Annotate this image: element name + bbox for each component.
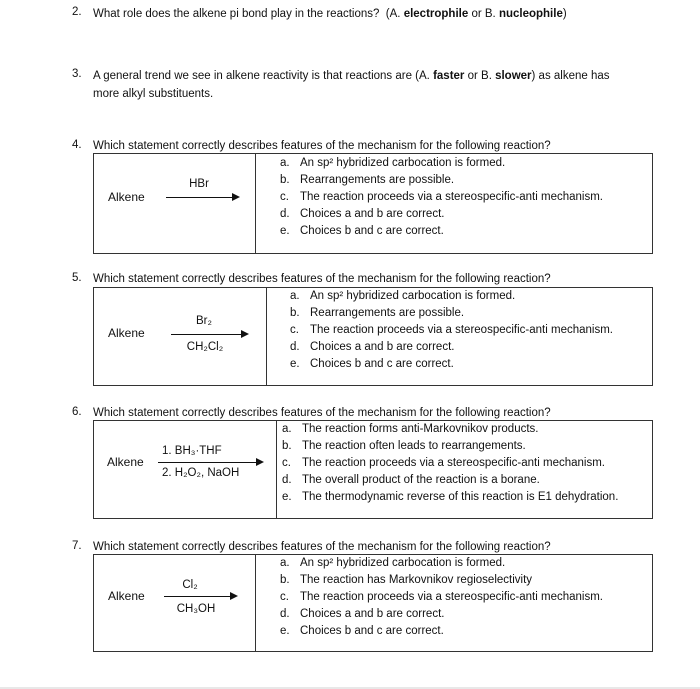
reaction-box xyxy=(93,153,653,254)
box-divider xyxy=(266,288,267,385)
option-d[interactable]: d. Choices a and b are correct. xyxy=(290,341,455,353)
reactant: Alkene xyxy=(108,326,145,340)
question-number: 6. xyxy=(72,406,82,418)
reaction-box xyxy=(93,420,653,519)
options-list xyxy=(280,155,603,240)
option-a[interactable]: a. An sp² hybridized carbocation is formed. xyxy=(280,557,506,569)
answer-choice-b[interactable]: nucleophile xyxy=(498,8,563,20)
option-b[interactable]: b. The reaction has Markovnikov regioselectivity xyxy=(280,574,533,586)
question-prompt: Which statement correctly describes features of the mechanism for the following reaction? xyxy=(93,273,551,285)
box-divider xyxy=(255,555,256,651)
options-list xyxy=(280,555,603,640)
question-number: 7. xyxy=(72,540,82,552)
options-list xyxy=(290,288,613,373)
question-text-line2: more alkyl substituents. xyxy=(93,88,214,100)
option-b[interactable]: b. Rearrangements are possible. xyxy=(290,307,465,319)
option-a[interactable]: a. The reaction forms anti-Markovnikov products. xyxy=(282,423,539,435)
box-divider xyxy=(255,154,256,253)
question-prompt: Which statement correctly describes features of the mechanism for the following reaction? xyxy=(93,407,551,419)
reactant: Alkene xyxy=(108,589,145,603)
question-number: 3. xyxy=(72,68,82,80)
answer-choice-a[interactable]: electrophile xyxy=(403,8,469,20)
options-list xyxy=(282,421,618,506)
option-e[interactable]: e. The thermodynamic reverse of this reaction is E1 dehydration. xyxy=(282,491,619,503)
option-a[interactable]: a. An sp² hybridized carbocation is formed. xyxy=(290,290,516,302)
reagent-top: Br₂ xyxy=(196,315,212,327)
option-e[interactable]: e. Choices b and c are correct. xyxy=(280,225,444,237)
reactant: Alkene xyxy=(107,455,144,469)
reagent-bottom: CH₂Cl₂ xyxy=(186,341,224,353)
reaction-arrow xyxy=(164,596,236,597)
reagent-top: Cl₂ xyxy=(182,579,198,591)
reaction-box xyxy=(93,554,653,652)
option-d[interactable]: d. The overall product of the reaction is a borane. xyxy=(282,474,540,486)
box-divider xyxy=(276,421,277,518)
reaction-box xyxy=(93,287,653,386)
reagent-top: 1. BH₃·THF xyxy=(162,445,222,457)
question-text: A general trend we see in alkene reactivity is that reactions are (A. faster or B. slower) as alkene has xyxy=(93,70,610,82)
reaction-arrow xyxy=(158,462,262,463)
option-c[interactable]: c. The reaction proceeds via a stereospecific-anti mechanism. xyxy=(280,191,603,203)
question-number: 5. xyxy=(72,272,82,284)
reaction-arrow xyxy=(166,197,238,198)
option-a[interactable]: a. An sp² hybridized carbocation is formed. xyxy=(280,157,506,169)
answer-choice-b[interactable]: slower xyxy=(495,70,532,82)
option-b[interactable]: b. Rearrangements are possible. xyxy=(280,174,455,186)
question-text: What role does the alkene pi bond play in the reactions? (A. electrophile or B. nucleophile) xyxy=(93,8,567,20)
reagent-bottom: CH₃OH xyxy=(176,603,216,615)
option-c[interactable]: c. The reaction proceeds via a stereospecific-anti mechanism. xyxy=(280,591,603,603)
reagent-bottom: 2. H₂O₂, NaOH xyxy=(162,467,240,479)
question-number: 4. xyxy=(72,139,82,151)
option-e[interactable]: e. Choices b and c are correct. xyxy=(280,625,444,637)
reaction-arrow xyxy=(171,334,247,335)
reactant: Alkene xyxy=(108,190,145,204)
option-c[interactable]: c. The reaction proceeds via a stereospecific-anti mechanism. xyxy=(290,324,613,336)
option-d[interactable]: d. Choices a and b are correct. xyxy=(280,608,445,620)
question-number: 2. xyxy=(72,6,82,18)
question-prompt: Which statement correctly describes features of the mechanism for the following reaction? xyxy=(93,541,551,553)
option-c[interactable]: c. The reaction proceeds via a stereospecific-anti mechanism. xyxy=(282,457,605,469)
option-b[interactable]: b. The reaction often leads to rearrangements. xyxy=(282,440,526,452)
question-prompt: Which statement correctly describes features of the mechanism for the following reaction? xyxy=(93,140,551,152)
answer-choice-a[interactable]: faster xyxy=(433,70,465,82)
reagent-top: HBr xyxy=(189,178,209,190)
option-e[interactable]: e. Choices b and c are correct. xyxy=(290,358,454,370)
option-d[interactable]: d. Choices a and b are correct. xyxy=(280,208,445,220)
